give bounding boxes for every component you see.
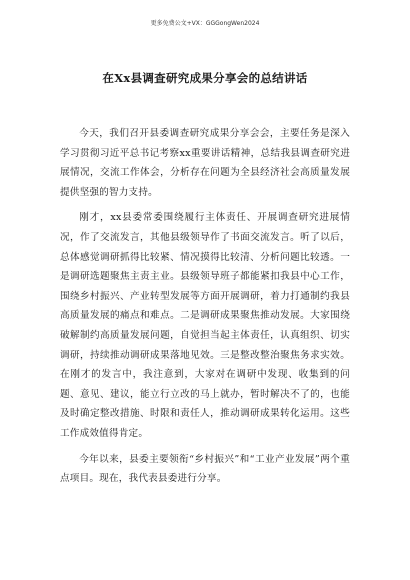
document-body — [60, 124, 350, 495]
page-header: 更多免费公文+VX：GGGongWen2024 — [150, 20, 260, 27]
paragraph: 今年以来，县委主要领衔“乡村振兴”和“工业产业发展”两个重点项目。现在，我代表县委进行分享。 — [60, 453, 350, 485]
paragraph: 今天，我们召开县委调查研究成果分享会会，主要任务是深入学习贯彻习近平总书记考察xx重要讲话精神，总结我县调查研究进展情况，交流工作体会，分析存在问题为全县经济社会高质量发展提供坚强的智力支持。 — [60, 128, 350, 198]
paragraph: 刚才，xx县委常委围绕履行主体责任、开展调查研究进展情况，作了交流发言，其他县级领导作了书面交流发言。听了以后，总体感觉调研抓得比较紧、情况摸得比较清、分析问题比较透。一是调研选题聚焦主责主业。县级领导班子都能紧扣我县中心工作，围绕乡村振兴、产业转型发展等方面开展调研，着力打通制约我县高质量发展的痛点和难点。二是调研成果聚焦推动发展。大家围绕破解制约高质量发展问题，自觉担当起主体责任，认真组织、切实调研，持续推动调研成果落地见效。三是整改整治聚焦务求实效。在刚才的发言中，我注意到，大家对在调研中发现、收集到的问题、意见、建议，能立行立改的马上就办，暂时解决不了的，也能及时确定整改措施、时限和责任人，推动调研成果转化运用。这些工作成效值得肯定。 — [60, 212, 350, 439]
document-title: 在Xx县调查研究成果分享会的总结讲话 — [102, 71, 308, 85]
